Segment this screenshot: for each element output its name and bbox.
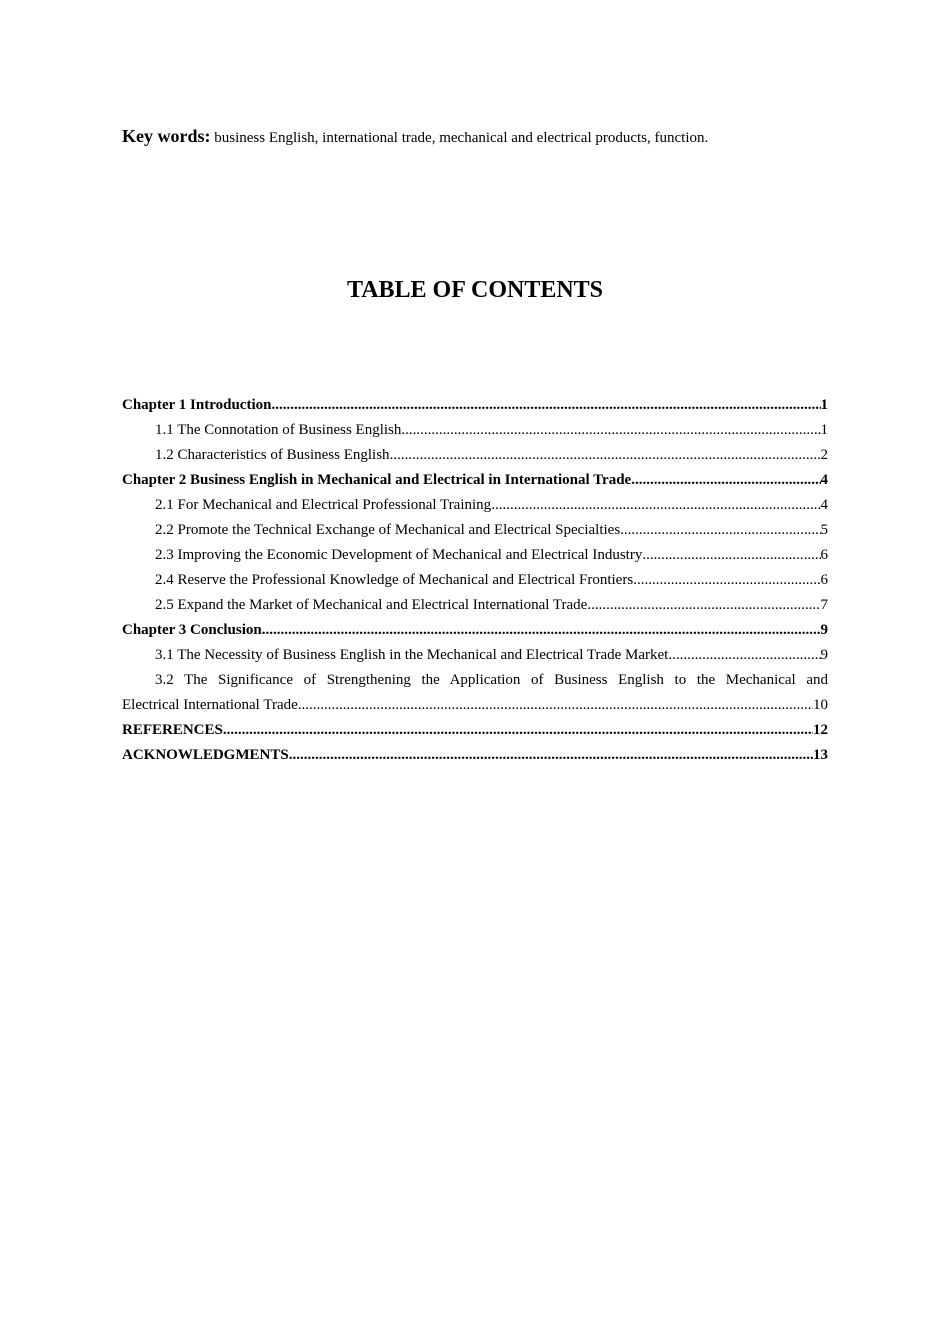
toc-page-number: 4: [820, 497, 828, 513]
toc-entry-chapter-2[interactable]: [122, 468, 828, 493]
toc-entry-label-line2: Electrical International Trade: [122, 697, 298, 713]
toc-entry-label: 2.4 Reserve the Professional Knowledge of Mechanical and Electrical Frontiers: [155, 572, 634, 588]
toc-entry-1-1[interactable]: [122, 418, 828, 443]
toc-entry-references[interactable]: [122, 718, 828, 743]
toc-page-number: 7: [820, 597, 828, 613]
toc-leader-dots: [620, 518, 820, 543]
toc-page-number: 2: [820, 447, 828, 463]
toc-leader-dots: [668, 643, 820, 668]
toc-entry-label: 2.5 Expand the Market of Mechanical and Electrical International Trade: [155, 597, 588, 613]
toc-leader-dots: [491, 493, 820, 518]
toc-page-number: 5: [820, 522, 828, 538]
table-of-contents: [122, 393, 828, 768]
toc-entry-2-1[interactable]: [122, 493, 828, 518]
toc-page-number: 9: [820, 647, 828, 663]
toc-entry-label: 3.1 The Necessity of Business English in the Mechanical and Electrical Trade Market: [155, 647, 669, 663]
toc-page-number: 13: [813, 747, 828, 763]
toc-leader-dots: [642, 543, 820, 568]
toc-entry-label: ACKNOWLEDGMENTS: [122, 747, 289, 763]
toc-page-number: 10: [813, 697, 828, 713]
toc-entry-label: 2.3 Improving the Economic Development of Mechanical and Electrical Industry: [155, 547, 643, 563]
toc-page-number: 6: [820, 572, 828, 588]
toc-leader-dots: [223, 718, 813, 743]
toc-leader-dots: [262, 618, 821, 643]
keywords-paragraph: [122, 125, 832, 149]
toc-leader-dots: [633, 568, 820, 593]
keywords-text: business English, international trade, mechanical and electrical products, function.: [210, 130, 709, 146]
toc-leader-dots: [271, 393, 820, 418]
toc-entry-label-line1: 3.2 The Significance of Strengthening the Application of Business English to the Mechanical and: [155, 672, 828, 688]
toc-entry-3-1[interactable]: [122, 643, 828, 668]
toc-entry-chapter-3[interactable]: [122, 618, 828, 643]
toc-leader-dots: [587, 593, 820, 618]
toc-page-number: 12: [813, 722, 828, 738]
toc-entry-1-2[interactable]: [122, 443, 828, 468]
toc-entry-label: Chapter 3 Conclusion: [122, 622, 262, 638]
toc-entry-label: REFERENCES: [122, 722, 223, 738]
toc-leader-dots: [298, 693, 813, 718]
toc-leader-dots: [390, 443, 821, 468]
toc-leader-dots: [631, 468, 820, 493]
toc-title: TABLE OF CONTENTS: [346, 277, 604, 303]
toc-leader-dots: [289, 743, 813, 768]
toc-page-number: 9: [820, 622, 828, 638]
toc-entry-2-2[interactable]: [122, 518, 828, 543]
toc-entry-label: Chapter 2 Business English in Mechanical and Electrical in International Trade: [122, 472, 632, 488]
toc-entry-chapter-1[interactable]: [122, 393, 828, 418]
toc-entry-2-5[interactable]: [122, 593, 828, 618]
toc-leader-dots: [401, 418, 820, 443]
toc-entry-label: 2.1 For Mechanical and Electrical Professional Training: [155, 497, 492, 513]
toc-entry-acknowledgments[interactable]: [122, 743, 828, 768]
toc-entry-label: 1.1 The Connotation of Business English: [155, 422, 402, 438]
toc-entry-3-2[interactable]: [122, 668, 828, 718]
toc-entry-label: Chapter 1 Introduction: [122, 397, 272, 413]
toc-page-number: 6: [820, 547, 828, 563]
toc-entry-2-3[interactable]: [122, 543, 828, 568]
keywords-label: Key words:: [122, 126, 211, 146]
toc-page-number: 1: [820, 397, 828, 413]
toc-page-number: 4: [820, 472, 828, 488]
toc-page-number: 1: [820, 422, 828, 438]
toc-entry-2-4[interactable]: [122, 568, 828, 593]
toc-entry-label: 1.2 Characteristics of Business English: [155, 447, 390, 463]
toc-entry-label: 2.2 Promote the Technical Exchange of Mechanical and Electrical Specialties: [155, 522, 621, 538]
toc-entry-continuation: [122, 693, 828, 718]
